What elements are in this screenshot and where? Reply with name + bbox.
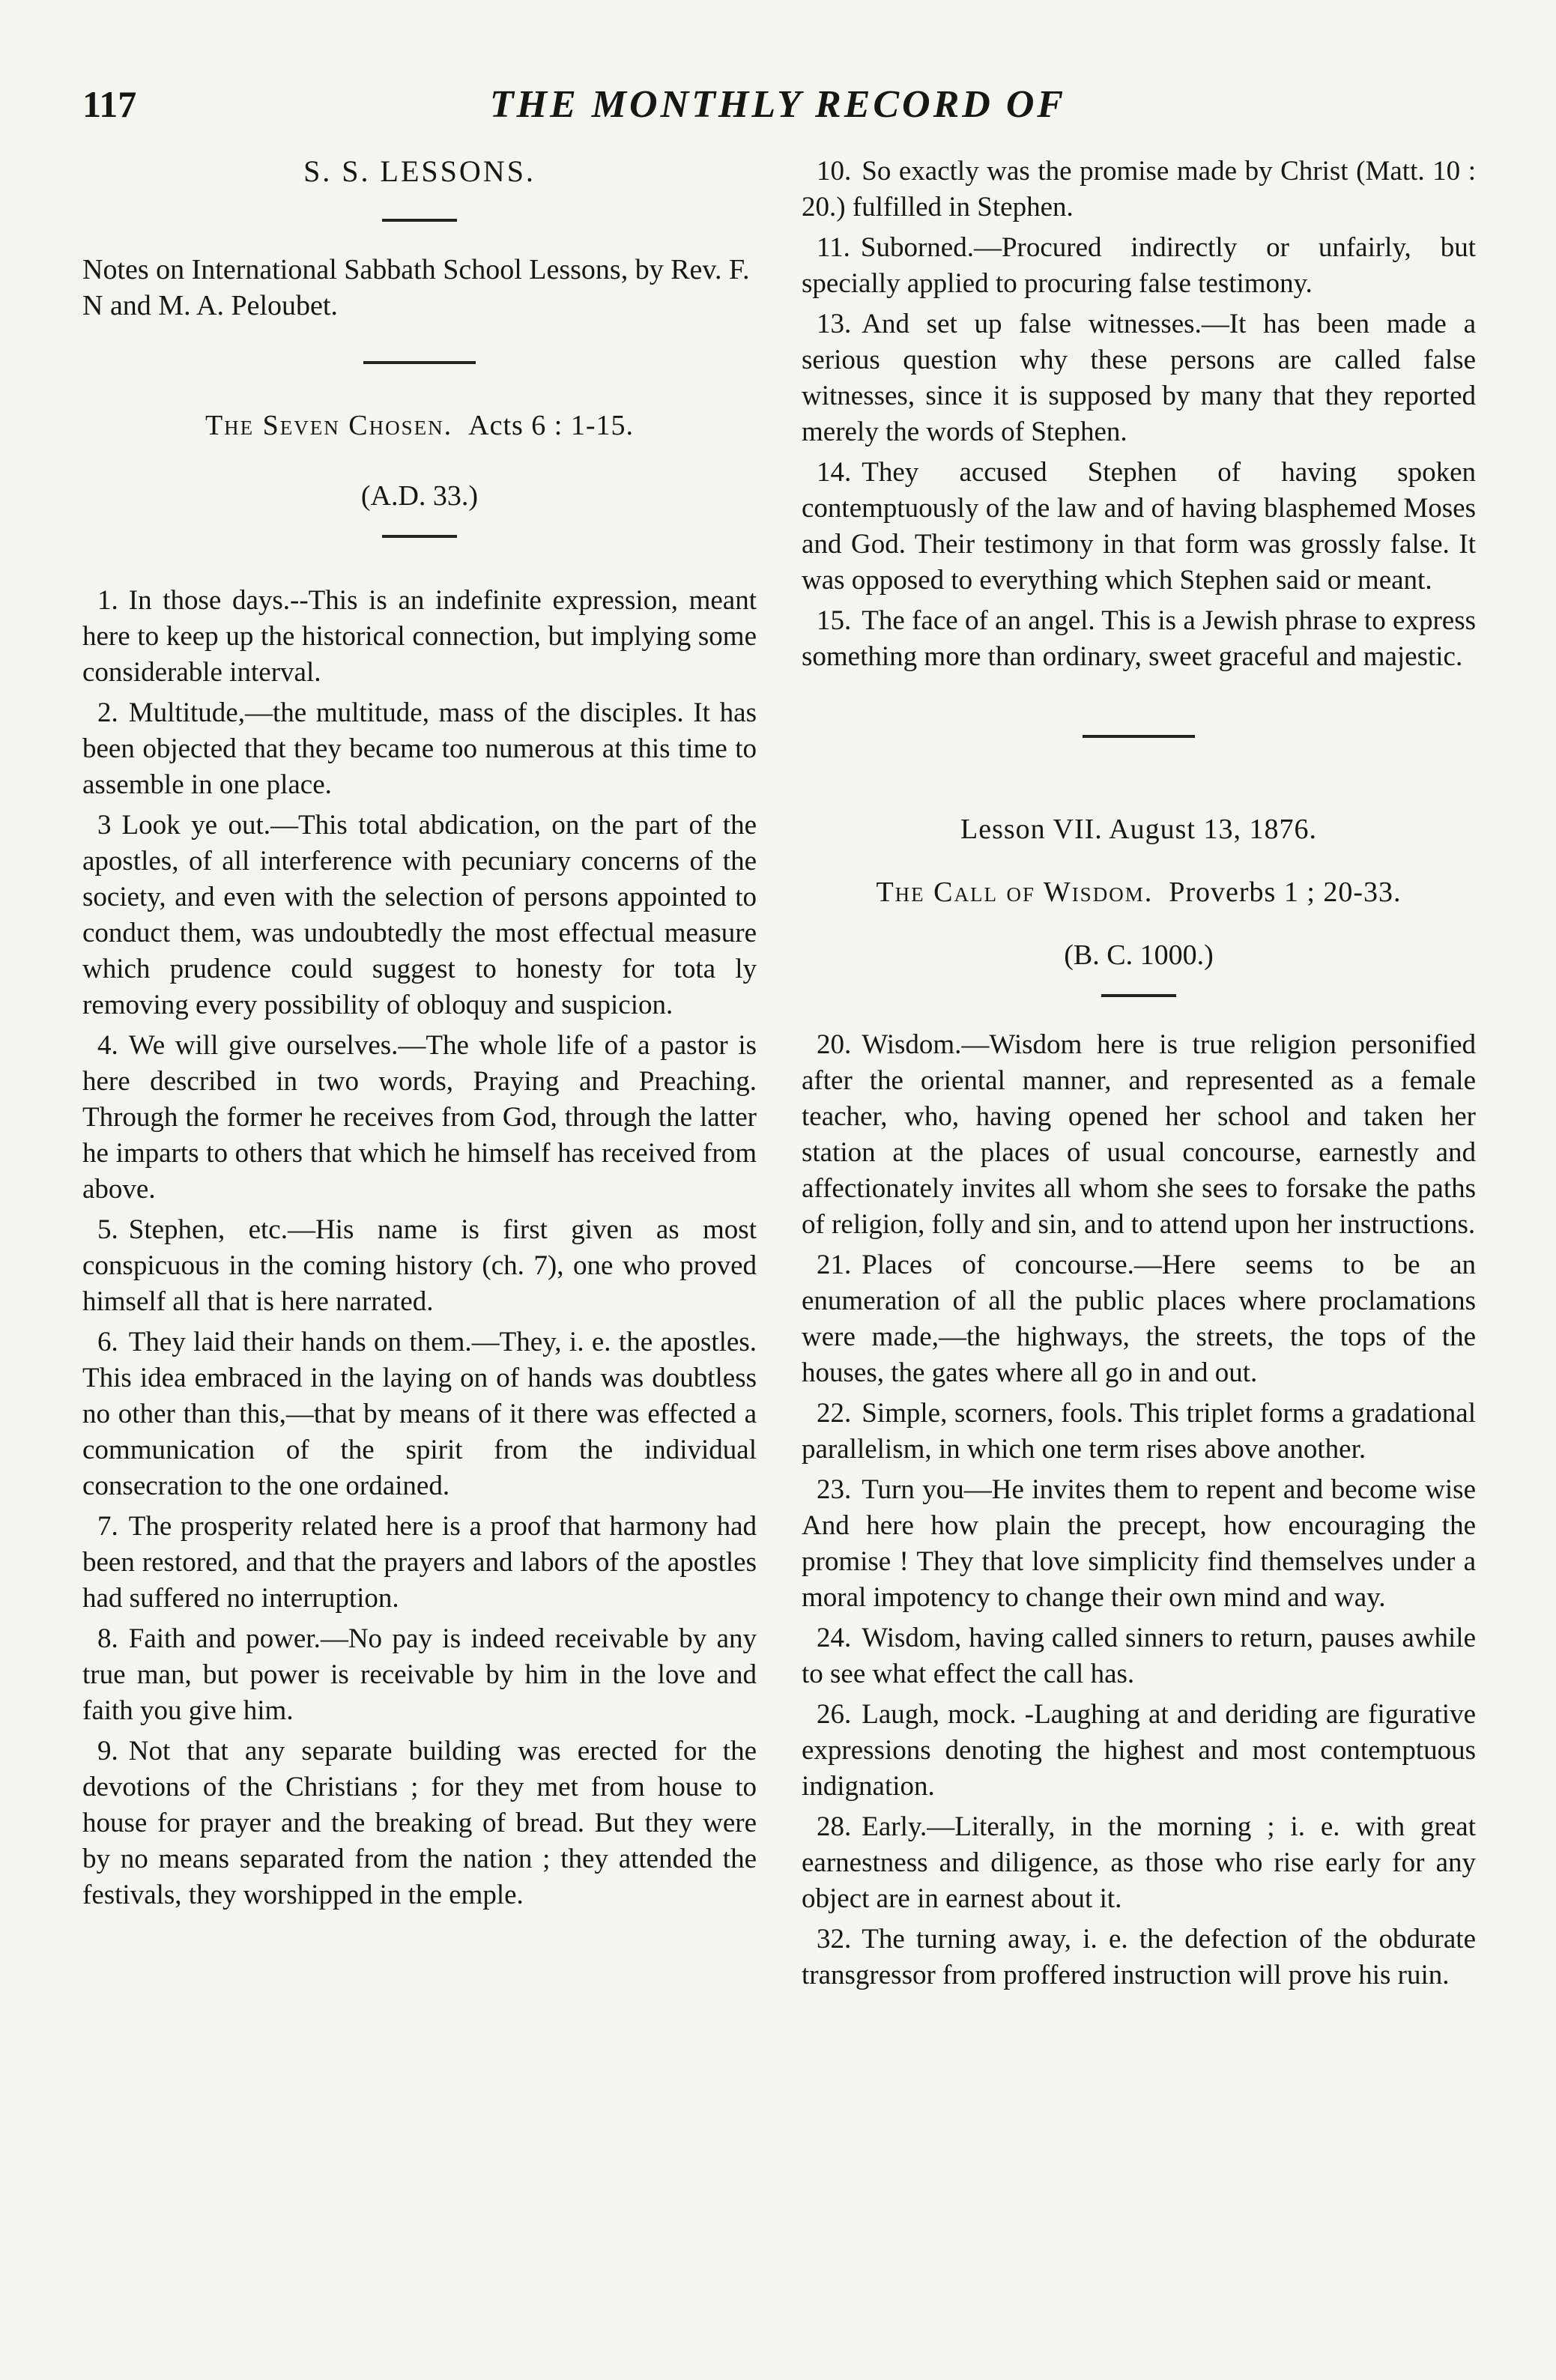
- note-paragraph: [802, 1922, 1476, 1993]
- note-text: They accused Stephen of having spoken contemptuously of the law and of having blasphemed Moses and God. Their testimony in that form was grossly false. It was opposed to everything which Stephen said or meant.: [802, 457, 1476, 596]
- lesson-title: The Call of Wisdom.: [876, 876, 1154, 908]
- note-number: 23.: [817, 1474, 852, 1505]
- note-text: Multitude,—the multitude, mass of the disciples. It has been objected that they became too numerous at this time to assemble in one place.: [82, 697, 757, 800]
- note-paragraph: [82, 1621, 757, 1729]
- note-text: In those days.--This is an indefinite expression, meant here to keep up the historical connection, but implying some considerable interval.: [82, 585, 757, 688]
- lesson-date: (B. C. 1000.): [1064, 939, 1214, 971]
- note-text: Places of concourse.—Here seems to be an enumeration of all the public places where proclamations were made,—the highways, the streets, the tops of the houses, the gates where all go in and out.: [802, 1250, 1476, 1388]
- note-number: 26.: [817, 1699, 852, 1730]
- note-number: 21.: [817, 1250, 852, 1280]
- note-number: 15.: [817, 605, 852, 636]
- note-number: 14.: [817, 457, 852, 488]
- note-paragraph: [82, 1509, 757, 1617]
- section-title: S. S. LESSONS.: [303, 154, 536, 188]
- note-paragraph: [802, 1472, 1476, 1616]
- note-paragraph: [802, 1620, 1476, 1692]
- page-number: 117: [82, 83, 137, 125]
- divider: [1101, 994, 1176, 997]
- note-number: 3: [97, 810, 112, 841]
- lesson-heading: [82, 409, 757, 442]
- note-number: 22.: [817, 1398, 852, 1429]
- note-paragraph: [802, 1809, 1476, 1917]
- lesson-heading: Lesson VII. August 13, 1876.: [960, 814, 1317, 845]
- note-text: The prosperity related here is a proof that harmony had been restored, and that the prayers and labors of the apostles had suffered no interruption.: [82, 1511, 757, 1614]
- note-paragraph: [802, 455, 1476, 599]
- left-column: [82, 154, 757, 1918]
- intro-text: Notes on International Sabbath School Lessons, by Rev. F. N and M. A. Peloubet.: [82, 254, 750, 321]
- note-paragraph: [802, 1247, 1476, 1391]
- note-text: The face of an angel. This is a Jewish phrase to express something more than ordinary, sweet graceful and majestic.: [802, 605, 1476, 672]
- note-paragraph: [82, 1324, 757, 1504]
- divider: [382, 219, 457, 222]
- note-paragraph: [802, 230, 1476, 302]
- note-number: 28.: [817, 1811, 852, 1842]
- note-number: 32.: [817, 1924, 852, 1954]
- note-number: 5.: [97, 1214, 118, 1245]
- note-text: Stephen, etc.—His name is first given as most conspicuous in the coming history (ch. 7), one who proved himself all that is here narrated.: [82, 1214, 757, 1317]
- note-number: 1.: [97, 585, 118, 616]
- note-number: 20.: [817, 1029, 852, 1060]
- divider: [1083, 735, 1195, 738]
- note-text: Suborned.—Procured indirectly or unfairly, but specially applied to procuring false testimony.: [802, 232, 1476, 299]
- right-column: [802, 154, 1476, 1998]
- note-text: Turn you—He invites them to repent and become wise And here how plain the precept, how encouraging the promise ! They that love simplicity find themselves under a moral impotency to change their own mind and way.: [802, 1474, 1476, 1613]
- note-paragraph: [802, 1396, 1476, 1468]
- note-number: 9.: [97, 1736, 118, 1766]
- note-text: Not that any separate building was erected for the devotions of the Christians ; for they met from house to house for prayer and the breaking of bread. But they were by no means separated from the nation ; they attended the festivals, they worshipped in the emple.: [82, 1736, 757, 1910]
- notes-list: [802, 154, 1476, 675]
- note-text: Wisdom.—Wisdom here is true religion personified after the oriental manner, and represented as a female teacher, who, having opened her school and taken her station at the places of usual concourse, earnestly and affectionately invites all whom she sees to forsake the paths of religion, folly and sin, and to attend upon her instructions.: [802, 1029, 1476, 1240]
- note-text: The turning away, i. e. the defection of the obdurate transgressor from proffered instruction will prove his ruin.: [802, 1924, 1476, 1990]
- lesson-date: (A.D. 33.): [360, 480, 479, 512]
- divider: [363, 361, 476, 364]
- note-paragraph: [802, 603, 1476, 675]
- note-text: Wisdom, having called sinners to return, pauses awhile to see what effect the call has.: [802, 1623, 1476, 1689]
- lesson-subheading: [802, 876, 1476, 909]
- note-number: 6.: [97, 1327, 118, 1357]
- note-text: Look ye out.—This total abdication, on the part of the apostles, of all interference with pecuniary concerns of the society, and even with the selection of persons appointed to conduct them, was undoubtedly the most effectual measure which prudence could suggest to honesty for tota ly removing every possibility of obloquy and suspicion.: [82, 810, 757, 1020]
- note-number: 2.: [97, 697, 118, 728]
- lesson-reference: Acts 6 : 1-15.: [468, 410, 635, 441]
- note-text: We will give ourselves.—The whole life of a pastor is here described in two words, Praying and Preaching. Through the former he receives from God, through the latter he imparts to others that which he himself has received from above.: [82, 1030, 757, 1205]
- note-number: 8.: [97, 1623, 118, 1654]
- note-paragraph: [802, 154, 1476, 225]
- note-paragraph: [82, 583, 757, 691]
- note-number: 11.: [817, 232, 850, 263]
- note-number: 10.: [817, 156, 852, 187]
- note-paragraph: [82, 808, 757, 1023]
- note-paragraph: [82, 695, 757, 803]
- note-paragraph: [82, 1212, 757, 1320]
- note-paragraph: [802, 1697, 1476, 1805]
- note-number: 4.: [97, 1030, 118, 1061]
- note-text: So exactly was the promise made by Christ (Matt. 10 : 20.) fulfilled in Stephen.: [802, 156, 1476, 222]
- note-number: 13.: [817, 309, 852, 339]
- running-title: THE MONTHLY RECORD OF: [489, 83, 1067, 126]
- lesson-title: The Seven Chosen.: [205, 410, 453, 441]
- note-paragraph: [802, 1027, 1476, 1243]
- lesson-reference: Proverbs 1 ; 20-33.: [1169, 876, 1402, 908]
- divider: [382, 535, 457, 538]
- note-text: Faith and power.—No pay is indeed receivable by any true man, but power is receivable by him in the love and faith you give him.: [82, 1623, 757, 1726]
- note-text: Early.—Literally, in the morning ; i. e. with great earnestness and diligence, as those who rise early for any object are in earnest about it.: [802, 1811, 1476, 1914]
- note-number: 24.: [817, 1623, 852, 1653]
- note-paragraph: [802, 306, 1476, 450]
- note-paragraph: [82, 1028, 757, 1208]
- notes-list: [802, 1027, 1476, 1993]
- note-number: 7.: [97, 1511, 118, 1542]
- note-paragraph: [82, 1733, 757, 1913]
- note-text: Simple, scorners, fools. This triplet forms a gradational parallelism, in which one term rises above another.: [802, 1398, 1476, 1465]
- notes-list: [82, 583, 757, 1913]
- note-text: Laugh, mock. -Laughing at and deriding are figurative expressions denoting the highest and most contemptuous indignation.: [802, 1699, 1476, 1802]
- note-text: They laid their hands on them.—They, i. e. the apostles. This idea embraced in the laying on of hands was doubtless no other than this,—that by means of it there was effected a communication of the spirit from the individual consecration to the one ordained.: [82, 1327, 757, 1501]
- note-text: And set up false witnesses.—It has been made a serious question why these persons are called false witnesses, since it is supposed by many that they reported merely the words of Stephen.: [802, 309, 1476, 447]
